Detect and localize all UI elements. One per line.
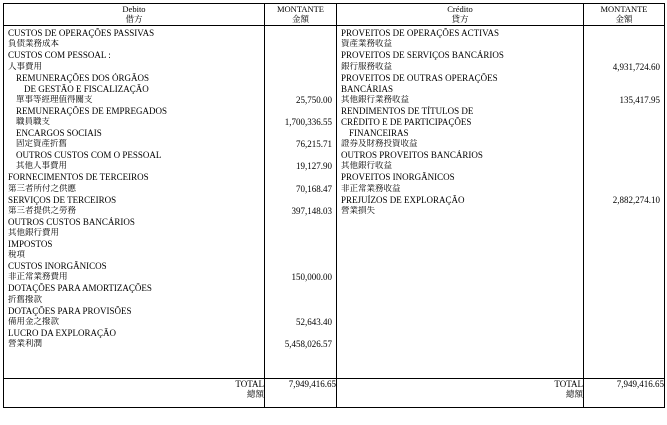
credit-amount-7 xyxy=(584,106,664,117)
credit-label-1: 資產業務收益 xyxy=(341,39,393,50)
debit-label-13: FORNECIMENTOS DE TERCEIROS xyxy=(8,172,149,183)
credit-amount-11 xyxy=(584,150,664,161)
profit-and-loss-table xyxy=(3,3,665,408)
debit-amount-8: 1,700,336.55 xyxy=(284,117,332,127)
debit-total-value: 7,949,416.65 xyxy=(265,379,337,408)
debit-amount-11 xyxy=(265,150,336,161)
credit-amount-16 xyxy=(584,206,664,217)
credit-label-9: FINANCEIRAS xyxy=(349,128,409,139)
debit-label-25: DOTAÇÕES PARA PROVISÕES xyxy=(8,305,132,316)
debit-amount-28: 5,458,026.57 xyxy=(284,338,332,349)
credit-amount-9 xyxy=(584,128,664,139)
debit-label-6: 單事等經理值得關支 xyxy=(16,94,93,105)
header-credit: Crédito 貸方 xyxy=(337,4,584,26)
table-header-row xyxy=(4,4,665,26)
debit-label-7: REMUNERAÇÕES DE EMPREGADOS xyxy=(16,105,168,116)
credit-label-4: PROVEITOS DE OUTRAS OPERAÇÕES xyxy=(341,72,498,83)
total-row xyxy=(4,379,665,408)
debit-label-18: 其他銀行費用 xyxy=(8,227,60,238)
debit-label-0: CUSTOS DE OPERAÇÕES PASSIVAS xyxy=(8,28,155,39)
debit-amount-1 xyxy=(265,39,336,50)
debit-amounts-cell xyxy=(265,26,337,379)
debit-label-27: LUCRO DA EXPLORAÇÃO xyxy=(8,327,117,338)
debit-label-24: 折舊撥款 xyxy=(8,294,43,305)
credit-label-10: 證券及財務投資收益 xyxy=(341,139,418,150)
debit-label-5: DE GESTÃO E FISCALIZAÇÃO xyxy=(24,83,149,94)
header-debit-amount: MONTANTE 金額 xyxy=(265,4,337,26)
header-credit-amount: MONTANTE 金額 xyxy=(584,4,665,26)
debit-label-16: 第三者提供之勞務 xyxy=(8,205,77,216)
debit-amount-17 xyxy=(265,217,336,228)
debit-label-10: 固定資產折舊 xyxy=(16,139,68,150)
credit-amount-0 xyxy=(584,28,664,39)
credit-label-3: 銀行服務收益 xyxy=(341,61,393,72)
debit-label-28: 營業利潤 xyxy=(8,338,43,349)
header-debit: Debito 借方 xyxy=(4,4,265,26)
credit-label-12: 其他銀行收益 xyxy=(341,161,393,172)
credit-label-8: CRÉDITO E DE PARTICIPAÇÕES xyxy=(341,117,472,127)
credit-amount-list xyxy=(584,26,664,217)
credit-amount-6: 135,417.95 xyxy=(619,94,660,105)
credit-label-0: PROVEITOS DE OPERAÇÕES ACTIVAS xyxy=(341,28,499,39)
debit-label-8: 職員職支 xyxy=(16,117,51,127)
credit-label-11: OUTROS PROVEITOS BANCÁRIOS xyxy=(341,150,483,161)
debit-label-9: ENCARGOS SOCIAIS xyxy=(16,128,102,139)
debit-amount-list xyxy=(265,26,336,350)
debit-amount-15 xyxy=(265,195,336,206)
credit-total-label: TOTAL 總額 xyxy=(337,379,584,408)
debit-label-17: OUTROS CUSTOS BANCÁRIOS xyxy=(8,216,135,227)
credit-amount-4 xyxy=(584,73,664,84)
credit-amount-13 xyxy=(584,172,664,183)
credit-label-14: 非正常業務收益 xyxy=(341,183,401,194)
credit-label-5: BANCÁRIAS xyxy=(341,83,394,94)
debit-amount-25 xyxy=(265,306,336,317)
debit-amount-2 xyxy=(265,50,336,61)
credit-labels-cell xyxy=(337,26,584,379)
debit-amount-19 xyxy=(265,239,336,250)
credit-amount-3: 4,931,724.60 xyxy=(612,61,660,72)
debit-label-19: IMPOSTOS xyxy=(8,239,53,250)
debit-amount-0 xyxy=(265,28,336,39)
debit-amount-18 xyxy=(265,228,336,239)
credit-amount-12 xyxy=(584,161,664,172)
credit-amount-1 xyxy=(584,39,664,50)
debit-amount-7 xyxy=(265,106,336,117)
debit-amount-21 xyxy=(265,261,336,272)
credit-amount-10 xyxy=(584,139,664,150)
debit-label-4: REMUNERAÇÕES DOS ÓRGÃOS xyxy=(16,72,150,83)
debit-label-14: 第三者所付之供應 xyxy=(8,183,77,194)
debit-label-20: 稅項 xyxy=(8,250,26,261)
debit-amount-24 xyxy=(265,295,336,306)
debit-amount-3 xyxy=(265,62,336,73)
debit-amount-5 xyxy=(265,84,336,95)
credit-amount-8 xyxy=(584,117,664,128)
credit-amount-15: 2,882,274.10 xyxy=(612,194,660,205)
debit-label-22: 非正常業務費用 xyxy=(8,272,68,283)
credit-amounts-cell xyxy=(584,26,665,379)
debit-label-11: OUTROS CUSTOS COM O PESSOAL xyxy=(16,150,162,161)
debit-label-21: CUSTOS INORGÂNICOS xyxy=(8,261,107,272)
credit-label-15: PREJUÍZOS DE EXPLORAÇÃO xyxy=(341,194,465,205)
credit-total-value: 7,949,416.65 xyxy=(584,379,665,408)
credit-label-13: PROVEITOS INORGÂNICOS xyxy=(341,172,455,183)
debit-label-list xyxy=(4,26,264,350)
debit-label-23: DOTAÇÕES PARA AMORTIZAÇÕES xyxy=(8,283,152,294)
debit-amount-12: 19,127.90 xyxy=(296,161,332,172)
debit-amount-4 xyxy=(265,73,336,84)
debit-amount-9 xyxy=(265,128,336,139)
ledger-document xyxy=(0,3,667,425)
debit-total-label: TOTAL 總額 xyxy=(4,379,265,408)
credit-label-2: PROVEITOS DE SERVIÇOS BANCÁRIOS xyxy=(341,50,504,61)
debit-amount-26: 52,643.40 xyxy=(296,316,332,327)
debit-amount-27 xyxy=(265,328,336,339)
debit-amount-10: 76,215.71 xyxy=(296,139,332,150)
debit-amount-16: 397,148.03 xyxy=(291,205,332,216)
debit-label-12: 其他人事費用 xyxy=(16,161,68,172)
debit-label-3: 人事費用 xyxy=(8,61,43,72)
debit-amount-22: 150,000.00 xyxy=(291,272,332,283)
credit-amount-2 xyxy=(584,50,664,61)
debit-amount-14: 70,168.47 xyxy=(296,183,332,194)
credit-amount-14 xyxy=(584,184,664,195)
credit-label-6: 其他銀行業務收益 xyxy=(341,94,410,105)
debit-amount-6: 25,750.00 xyxy=(296,94,332,105)
debit-label-1: 負债業務成本 xyxy=(8,39,60,50)
credit-amount-5 xyxy=(584,84,664,95)
debit-amount-23 xyxy=(265,283,336,294)
debit-label-15: SERVIÇOS DE TERCEIROS xyxy=(8,194,117,205)
debit-label-26: 備用金之撥款 xyxy=(8,316,60,327)
debit-label-2: CUSTOS COM PESSOAL : xyxy=(8,50,111,61)
credit-label-16: 營業損失 xyxy=(341,205,376,216)
debit-labels-cell xyxy=(4,26,265,379)
debit-amount-20 xyxy=(265,250,336,261)
credit-label-7: RENDIMENTOS DE TÍTULOS DE xyxy=(341,105,474,116)
debit-amount-13 xyxy=(265,172,336,183)
credit-label-list xyxy=(337,26,583,217)
table-body-row xyxy=(4,26,665,379)
